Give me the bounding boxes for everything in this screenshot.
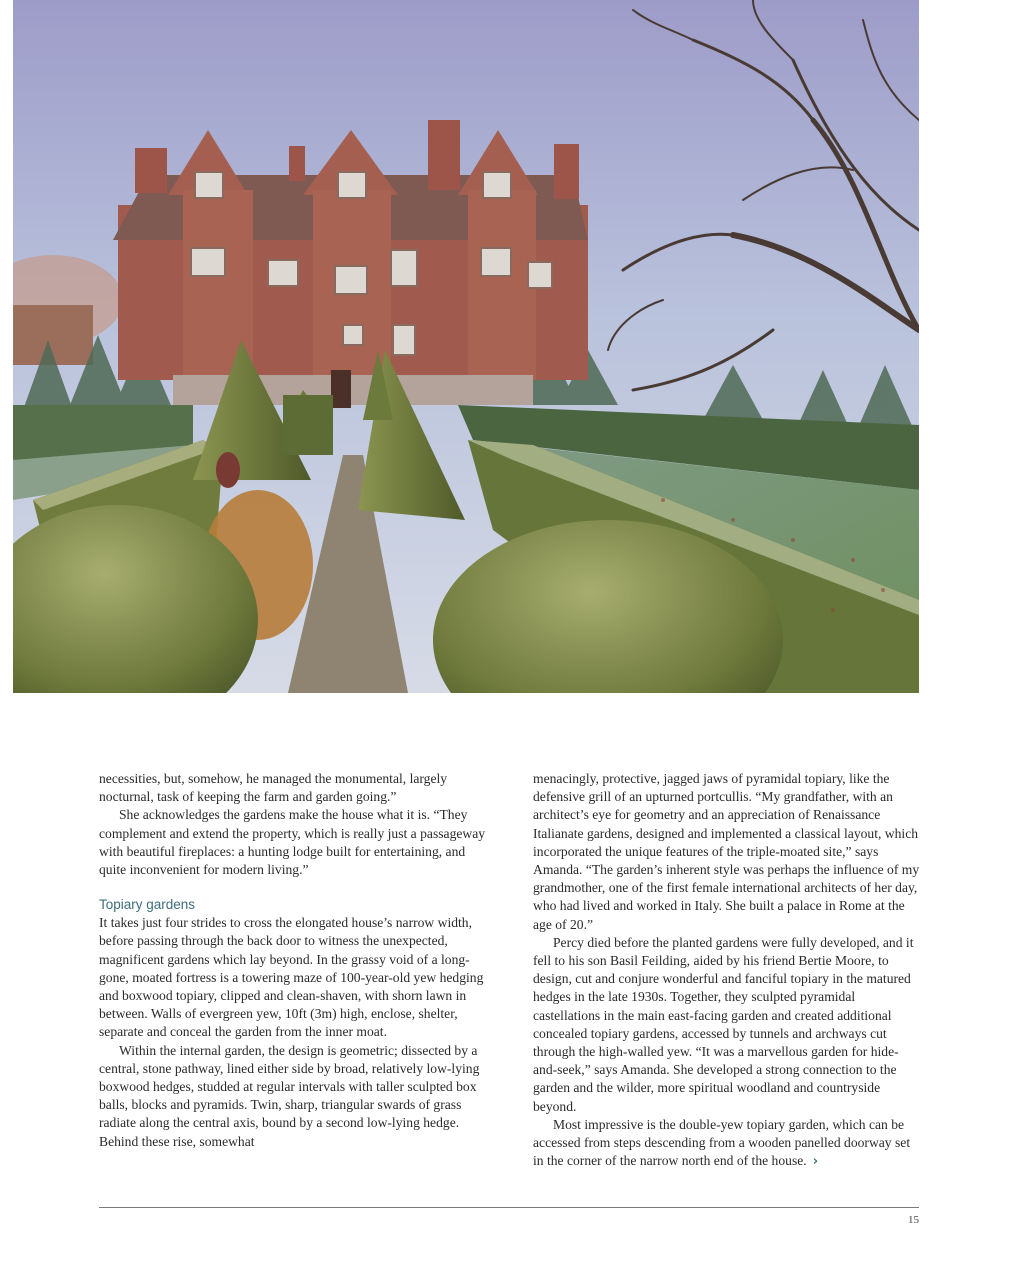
left-column xyxy=(99,770,489,1151)
paragraph-with-arrow xyxy=(533,1116,921,1172)
paragraph: It takes just four strides to cross the elongated house’s narrow width, before passing through the back door to witness the unexpected, magnificent gardens which lay beyond. In the grassy void of a long-gone, moated fortress is a towering maze of 100-year-old yew hedging and boxwood topiary, clipped and clean-shaven, with shorn lawn in between. Walls of evergreen yew, 10ft (3m) high, enclose, shelter, separate and conceal the garden from the inner moat. xyxy=(99,915,484,1040)
paragraph-text: Most impressive is the double-yew topiary garden, which can be accessed from steps descending from a wooden panelled doorway set in the corner of the narrow north end of the house. xyxy=(533,1116,911,1169)
subheading: Topiary gardens xyxy=(99,897,196,913)
paragraph: She acknowledges the gardens make the house what it is. “They complement and extend the property, which is really just a passageway with beautiful fireplaces: a hunting lodge built for entertaining, and quite inconvenient for modern living.” xyxy=(99,807,486,878)
continue-arrow-icon: › xyxy=(812,1154,819,1170)
paragraph: menacingly, protective, jagged jaws of pyramidal topiary, like the defensive grill of an upturned portcullis. “My grandfather, with an architect’s eye for geometry and an appreciation of Renaissance Italianate gardens, designed and implemented a classical layout, which incorporated the unique features of the triple-moated site,” says Amanda. “The garden’s inherent style was perhaps the influence of my grandmother, one of the first female international architects of her day, who had lived and worked in Italy. She built a palace in Rome at the age of 20.” xyxy=(533,771,920,932)
paragraph: Percy died before the planted gardens were fully developed, and it fell to his son Basil Feilding, aided by his friend Bertie Moore, to design, cut and conjure wonderful and fanciful topiary in the matured hedges in the late 1930s. Together, they sculpted pyramidal castellations in the main east-facing garden and created additional concealed topiary gardens, accessed by tunnels and archways cut through the high-walled yew. “It was a marvellous garden for hide-and-seek,” says Amanda. She developed a strong connection to the garden and the wilder, more spiritual woodland and countryside beyond. xyxy=(533,934,914,1114)
paragraph: Within the internal garden, the design is geometric; dissected by a central, stone pathway, lined either side by broad, relatively low-lying boxwood hedges, studded at regular intervals with taller sculpted box balls, blocks and pyramids. Twin, sharp, triangular swards of grass radiate along the central axis, bound by a second low-lying hedge. Behind these rise, somewhat xyxy=(99,1042,480,1149)
footer-rule xyxy=(99,1207,919,1208)
paragraph: necessities, but, somehow, he managed the monumental, largely nocturnal, task of keeping the farm and garden going.” xyxy=(99,771,448,805)
garden-photo xyxy=(13,0,919,693)
page-number: 15 xyxy=(908,1214,919,1226)
right-column xyxy=(533,770,921,1171)
